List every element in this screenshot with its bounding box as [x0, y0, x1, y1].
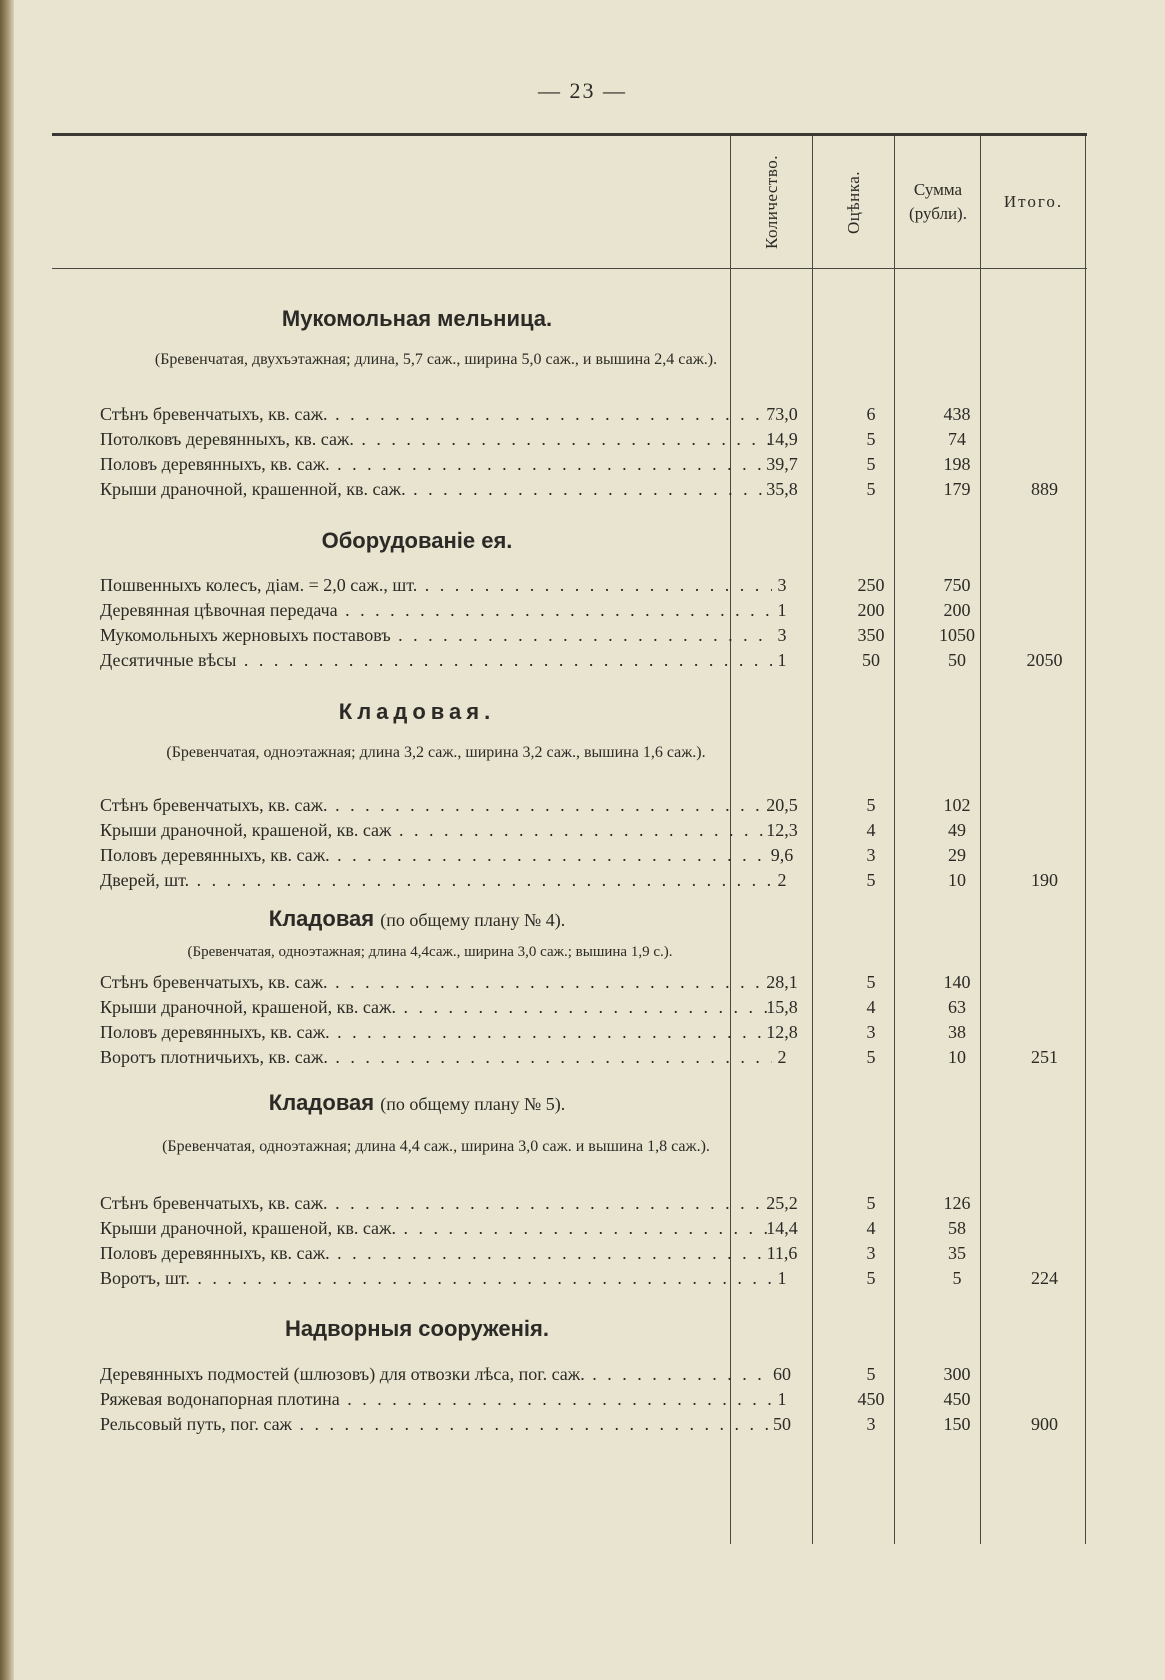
section-title: Надворныя сооруженія.	[285, 1316, 549, 1341]
table-row: Крыши драночной, крашеной, кв. саж. . . . 15,8 4 63	[52, 995, 1087, 1019]
table-row: Потолковъ деревянныхъ, кв. саж. . . . 14,9 5 74	[52, 427, 1087, 451]
section-title: Оборудованіе ея.	[321, 528, 513, 553]
table-row: Стѣнъ бревенчатыхъ, кв. саж. . . . 73,0 6 438	[52, 402, 1087, 426]
header-qty: Количество.	[762, 154, 781, 249]
section-title: Кладовая (по общему плану № 5).	[268, 1090, 566, 1115]
header-price: Оцѣнка.	[844, 170, 863, 234]
table-row: Половъ деревянныхъ, кв. саж. . . . 11,6 3 35	[52, 1241, 1087, 1265]
table-row: Воротъ, шт. . . . 1 5 5 224	[52, 1266, 1087, 1290]
table-row: Крыши драночной, крашеной, кв. саж . . . 12,3 4 49	[52, 818, 1087, 842]
table-row: Стѣнъ бревенчатыхъ, кв. саж. . . . 20,5 5 102	[52, 793, 1087, 817]
section-note: (Бревенчатая, одноэтажная; длина 4,4саж., ширина 3,0 саж.; вышина 1,9 с.).	[187, 944, 673, 960]
table-row: Воротъ плотничьихъ, кв. саж. . . . 2 5 10 251	[52, 1045, 1087, 1069]
section-title: Мукомольная мельница.	[281, 306, 553, 331]
header-sum: Сумма (рубли).	[909, 180, 967, 223]
table-row: Дверей, шт. . . . 2 5 10 190	[52, 868, 1087, 892]
table-row: Десятичные вѣсы . . . 1 50 50 2050	[52, 648, 1087, 672]
header-rule	[52, 268, 1087, 269]
section-note: (Бревенчатая, одноэтажная; длина 4,4 саж., ширина 3,0 саж. и вышина 1,8 саж.).	[162, 1138, 710, 1155]
table-row: Деревянныхъ подмостей (шлюзовъ) для отвозки лѣса, пог. саж. . . . 60 5 300	[52, 1362, 1087, 1386]
table-row: Рельсовый путь, пог. саж . . . 50 3 150 900	[52, 1412, 1087, 1436]
table-row: Мукомольныхъ жерновыхъ поставовъ . . . 3 350 1050	[52, 623, 1087, 647]
page-number: — 23 —	[538, 78, 627, 103]
table-row: Стѣнъ бревенчатыхъ, кв. саж. . . . 28,1 5 140	[52, 970, 1087, 994]
table-row: Пошвенныхъ колесъ, діам. = 2,0 саж., шт. . . . 3 250 750	[52, 573, 1087, 597]
section-title: Кладовая.	[338, 699, 496, 724]
table-row: Половъ деревянныхъ, кв. саж. . . . 39,7 5 198	[52, 452, 1087, 476]
section-note: (Бревенчатая, двухъэтажная; длина, 5,7 саж., ширина 5,0 саж., и вышина 2,4 саж.).	[154, 351, 718, 368]
table-row: Половъ деревянныхъ, кв. саж. . . . 12,8 3 38	[52, 1020, 1087, 1044]
section-title: Кладовая (по общему плану № 4).	[268, 906, 566, 931]
estimate-table	[52, 133, 1087, 1544]
book-spine-edge	[0, 0, 14, 1680]
table-row: Крыши драночной, крашенной, кв. саж. . . . 35,8 5 179 889	[52, 477, 1087, 501]
table-row: Половъ деревянныхъ, кв. саж. . . . 9,6 3 29	[52, 843, 1087, 867]
header-total: Итого.	[1003, 192, 1064, 211]
table-row: Крыши драночной, крашеной, кв. саж. . . . 14,4 4 58	[52, 1216, 1087, 1240]
section-note: (Бревенчатая, одноэтажная; длина 3,2 саж., ширина 3,2 саж., вышина 1,6 саж.).	[166, 744, 706, 761]
table-row: Ряжевая водонапорная плотина . . . 1 450 450	[52, 1387, 1087, 1411]
table-row: Деревянная цѣвочная передача . . . 1 200 200	[52, 598, 1087, 622]
table-row: Стѣнъ бревенчатыхъ, кв. саж. . . . 25,2 5 126	[52, 1191, 1087, 1215]
